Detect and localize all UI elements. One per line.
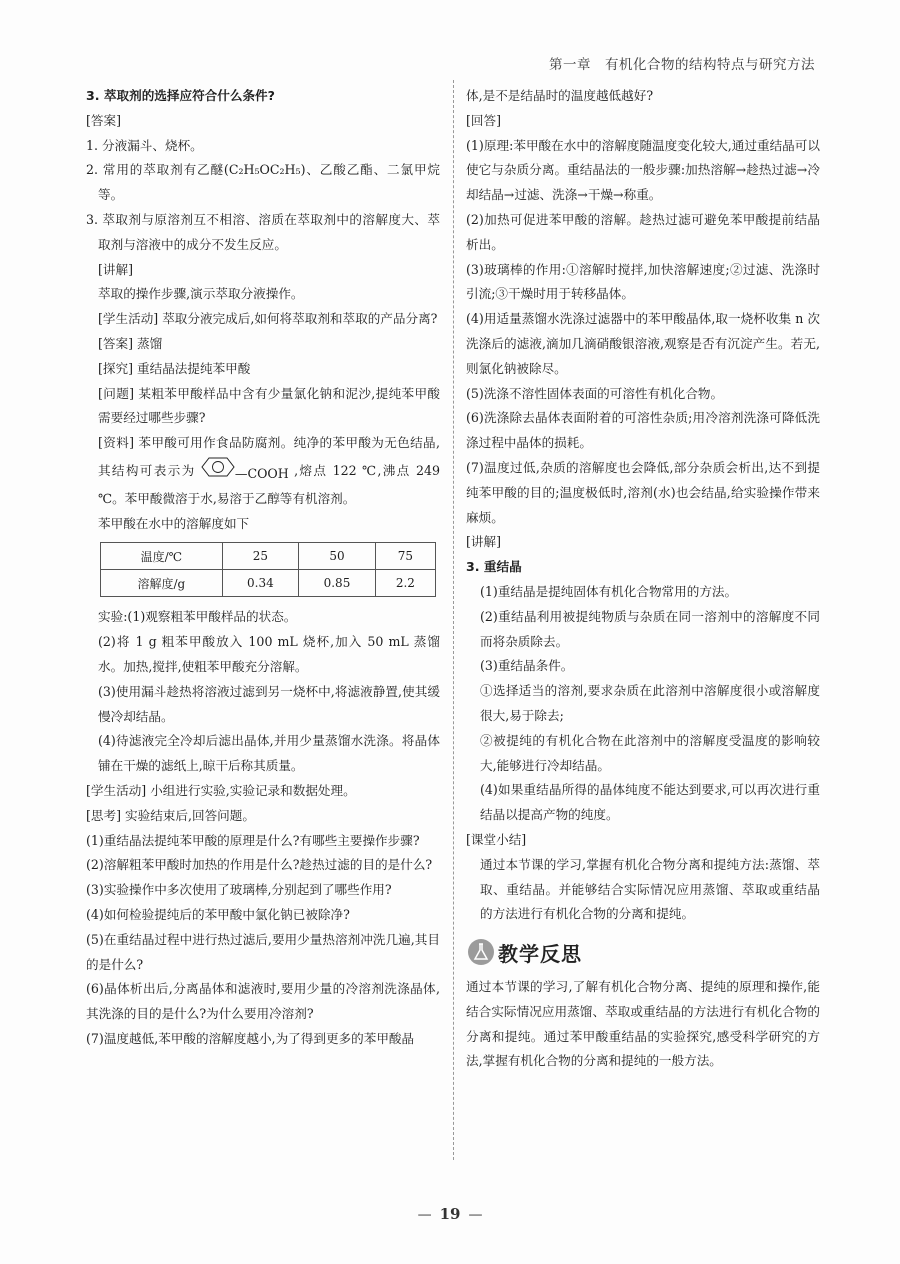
question-7-continued: 体,是不是结晶时的温度越低越好?	[466, 88, 654, 103]
table-cell: 75	[375, 543, 435, 570]
benzoic-acid-structure	[201, 456, 289, 487]
reply-6: (6)洗涤除去晶体表面附着的可溶性杂质;用冷溶剂洗涤可降低洗涤过程中晶体的损耗。	[466, 410, 820, 451]
reply-2: (2)加热可促进苯甲酸的溶解。趁热过滤可避免苯甲酸提前结晶析出。	[466, 211, 820, 252]
left-column	[86, 84, 440, 1052]
reflection-text: 通过本节课的学习,了解有机化合物分离、提纯的原理和操作,能结合实际情况应用蒸馏、萃取或重结晶的方法进行有机化合物的分离和提纯。通过苯甲酸重结晶的实验探究,感受科学研究的方法,掌握有机化合物的分离和提纯的一般方法。	[466, 979, 820, 1069]
answer-distill: [答案] 蒸馏	[98, 335, 163, 351]
think-heading: [思考] 实验结束后,回答问题。	[86, 807, 255, 823]
experiment-step-1: 实验:(1)观察粗苯甲酸样品的状态。	[98, 609, 297, 625]
table-cell: 50	[299, 543, 376, 570]
summary-text: 通过本节课的学习,掌握有机化合物分离和提纯方法:蒸馏、萃取、重结晶。并能够结合实际情况应用蒸馏、萃取或重结晶的方法进行有机化合物的分离和提纯。	[480, 856, 820, 922]
explore-heading: [探究] 重结晶法提纯苯甲酸	[98, 360, 251, 376]
reply-5: (5)洗涤不溶性固体表面的可溶性有机化合物。	[466, 385, 724, 401]
think-question-7: (7)温度越低,苯甲酸的溶解度越小,为了得到更多的苯甲酸晶	[86, 1030, 415, 1046]
footer-dash-right: —	[468, 1207, 483, 1223]
problem-text: [问题] 某粗苯甲酸样品中含有少量氯化钠和泥沙,提纯苯甲酸需要经过哪些步骤?	[98, 385, 440, 426]
reply-tag: [回答]	[466, 112, 502, 128]
footer-dash-left: —	[417, 1207, 432, 1223]
answer-tag: [答案]	[86, 112, 122, 128]
reply-7: (7)温度过低,杂质的溶解度也会降低,部分杂质会析出,达不到提纯苯甲酸的目的;温度极低时,溶剂(水)也会结晶,给实验操作带来麻烦。	[466, 459, 820, 525]
table-cell: 2.2	[375, 570, 435, 597]
student-activity-2: [学生活动] 小组进行实验,实验记录和数据处理。	[86, 782, 356, 798]
explain-text: 萃取的操作步骤,演示萃取分液操作。	[98, 286, 304, 302]
think-question-4: (4)如何检验提纯后的苯甲酸中氯化钠已被除净?	[86, 906, 350, 922]
page-number: 19	[439, 1205, 461, 1223]
material-part-a: [资料] 苯甲酸可用作食品防腐剂。纯净的苯甲酸为无色结晶,其结构可表示为	[98, 435, 440, 478]
answer-1: 1. 分液漏斗、烧杯。	[86, 137, 203, 153]
experiment-step-2: (2)将 1 g 粗苯甲酸放入 100 mL 烧杯,加入 50 mL 蒸馏水。加热,搅拌,使粗苯甲酸充分溶解。	[98, 634, 440, 674]
recrystallization-point-1: (1)重结晶是提纯固体有机化合物常用的方法。	[480, 583, 738, 599]
think-question-5: (5)在重结晶过程中进行热过滤后,要用少量热溶剂冲洗几遍,其目的是什么?	[86, 931, 440, 972]
section-heading-recrystallization: 3. 重结晶	[466, 559, 522, 575]
solubility-table	[100, 542, 436, 597]
table-cell: 溶解度/g	[101, 570, 223, 597]
flask-icon	[468, 939, 494, 965]
right-column	[466, 84, 820, 1074]
think-question-6: (6)晶体析出后,分离晶体和滤液时,要用少量的冷溶剂洗涤晶体,其洗涤的目的是什么?为什么要用冷溶剂?	[86, 981, 440, 1022]
explain-tag: [讲解]	[466, 534, 502, 550]
table-cell: 25	[222, 543, 299, 570]
summary-tag: [课堂小结]	[466, 831, 527, 847]
think-question-3: (3)实验操作中多次使用了玻璃棒,分别起到了哪些作用?	[86, 882, 392, 898]
benzene-ring-icon	[201, 456, 235, 478]
table-row	[101, 543, 436, 570]
reply-3: (3)玻璃棒的作用:①溶解时搅拌,加快溶解速度;②过滤、洗涤时引流;③干燥时用于转移晶体。	[466, 261, 820, 302]
material-part-b: ,熔点 122 ℃,沸点 249 ℃。苯甲酸微溶于水,易溶于乙醇等有机溶剂。	[98, 462, 440, 506]
formula-cooh: —COOH	[234, 465, 289, 481]
chapter-title: 有机化合物的结构特点与研究方法	[605, 57, 815, 73]
table-cell: 0.85	[299, 570, 376, 597]
experiment-step-4: (4)待滤液完全冷却后滤出晶体,并用少量蒸馏水洗涤。将晶体铺在干燥的滤纸上,晾干后称其质量。	[98, 733, 440, 774]
material-text	[86, 431, 440, 511]
page-footer	[0, 1205, 900, 1223]
condition-b: ②被提纯的有机化合物在此溶剂中的溶解度受温度的影响较大,能够进行冷却结晶。	[480, 732, 820, 773]
running-header	[549, 53, 815, 73]
question-3: 3. 萃取剂的选择应符合什么条件?	[86, 88, 275, 103]
table-cell: 温度/℃	[101, 543, 223, 570]
reply-1: (1)原理:苯甲酸在水中的溶解度随温度变化较大,通过重结晶可以使它与杂质分离。重结晶法的一般步骤:加热溶解→趁热过滤→冷却结晶→过滤、洗涤→干燥→称重。	[466, 137, 820, 203]
recrystallization-point-2: (2)重结晶利用被提纯物质与杂质在同一溶剂中的溶解度不同而将杂质除去。	[480, 608, 820, 649]
chapter-label: 第一章	[549, 57, 591, 73]
table-cell: 0.34	[222, 570, 299, 597]
condition-a: ①选择适当的溶剂,要求杂质在此溶剂中溶解度很小或溶解度很大,易于除去;	[480, 683, 820, 723]
table-row	[101, 570, 436, 597]
table-intro: 苯甲酸在水中的溶解度如下	[98, 515, 250, 531]
student-activity-1: [学生活动] 萃取分液完成后,如何将萃取剂和萃取的产品分离?	[98, 311, 438, 327]
experiment-step-3: (3)使用漏斗趁热将溶液过滤到另一烧杯中,将滤液静置,使其缓慢冷却结晶。	[98, 683, 440, 724]
reflection-banner	[468, 937, 820, 967]
think-question-2: (2)溶解粗苯甲酸时加热的作用是什么?趁热过滤的目的是什么?	[86, 857, 433, 873]
think-question-1: (1)重结晶法提纯苯甲酸的原理是什么?有哪些主要操作步骤?	[86, 832, 420, 848]
reflection-title: 教学反思	[498, 941, 582, 966]
reply-4: (4)用适量蒸馏水洗涤过滤器中的苯甲酸晶体,取一烧杯收集 n 次洗涤后的滤液,滴加几滴硝酸银溶液,观察是否有沉淀产生。若无,则氯化钠被除尽。	[466, 311, 820, 376]
recrystallization-point-4: (4)如果重结晶所得的晶体纯度不能达到要求,可以再次进行重结晶以提高产物的纯度。	[480, 782, 820, 823]
answer-2: 2. 常用的萃取剂有乙醚(C₂H₅OC₂H₅)、乙酸乙酯、二氯甲烷等。	[86, 162, 440, 203]
column-divider	[453, 80, 454, 1160]
explain-tag: [讲解]	[98, 261, 134, 277]
answer-3: 3. 萃取剂与原溶剂互不相溶、溶质在萃取剂中的溶解度大、萃取剂与溶液中的成分不发生反应。	[86, 211, 440, 252]
recrystallization-point-3: (3)重结晶条件。	[480, 658, 574, 674]
